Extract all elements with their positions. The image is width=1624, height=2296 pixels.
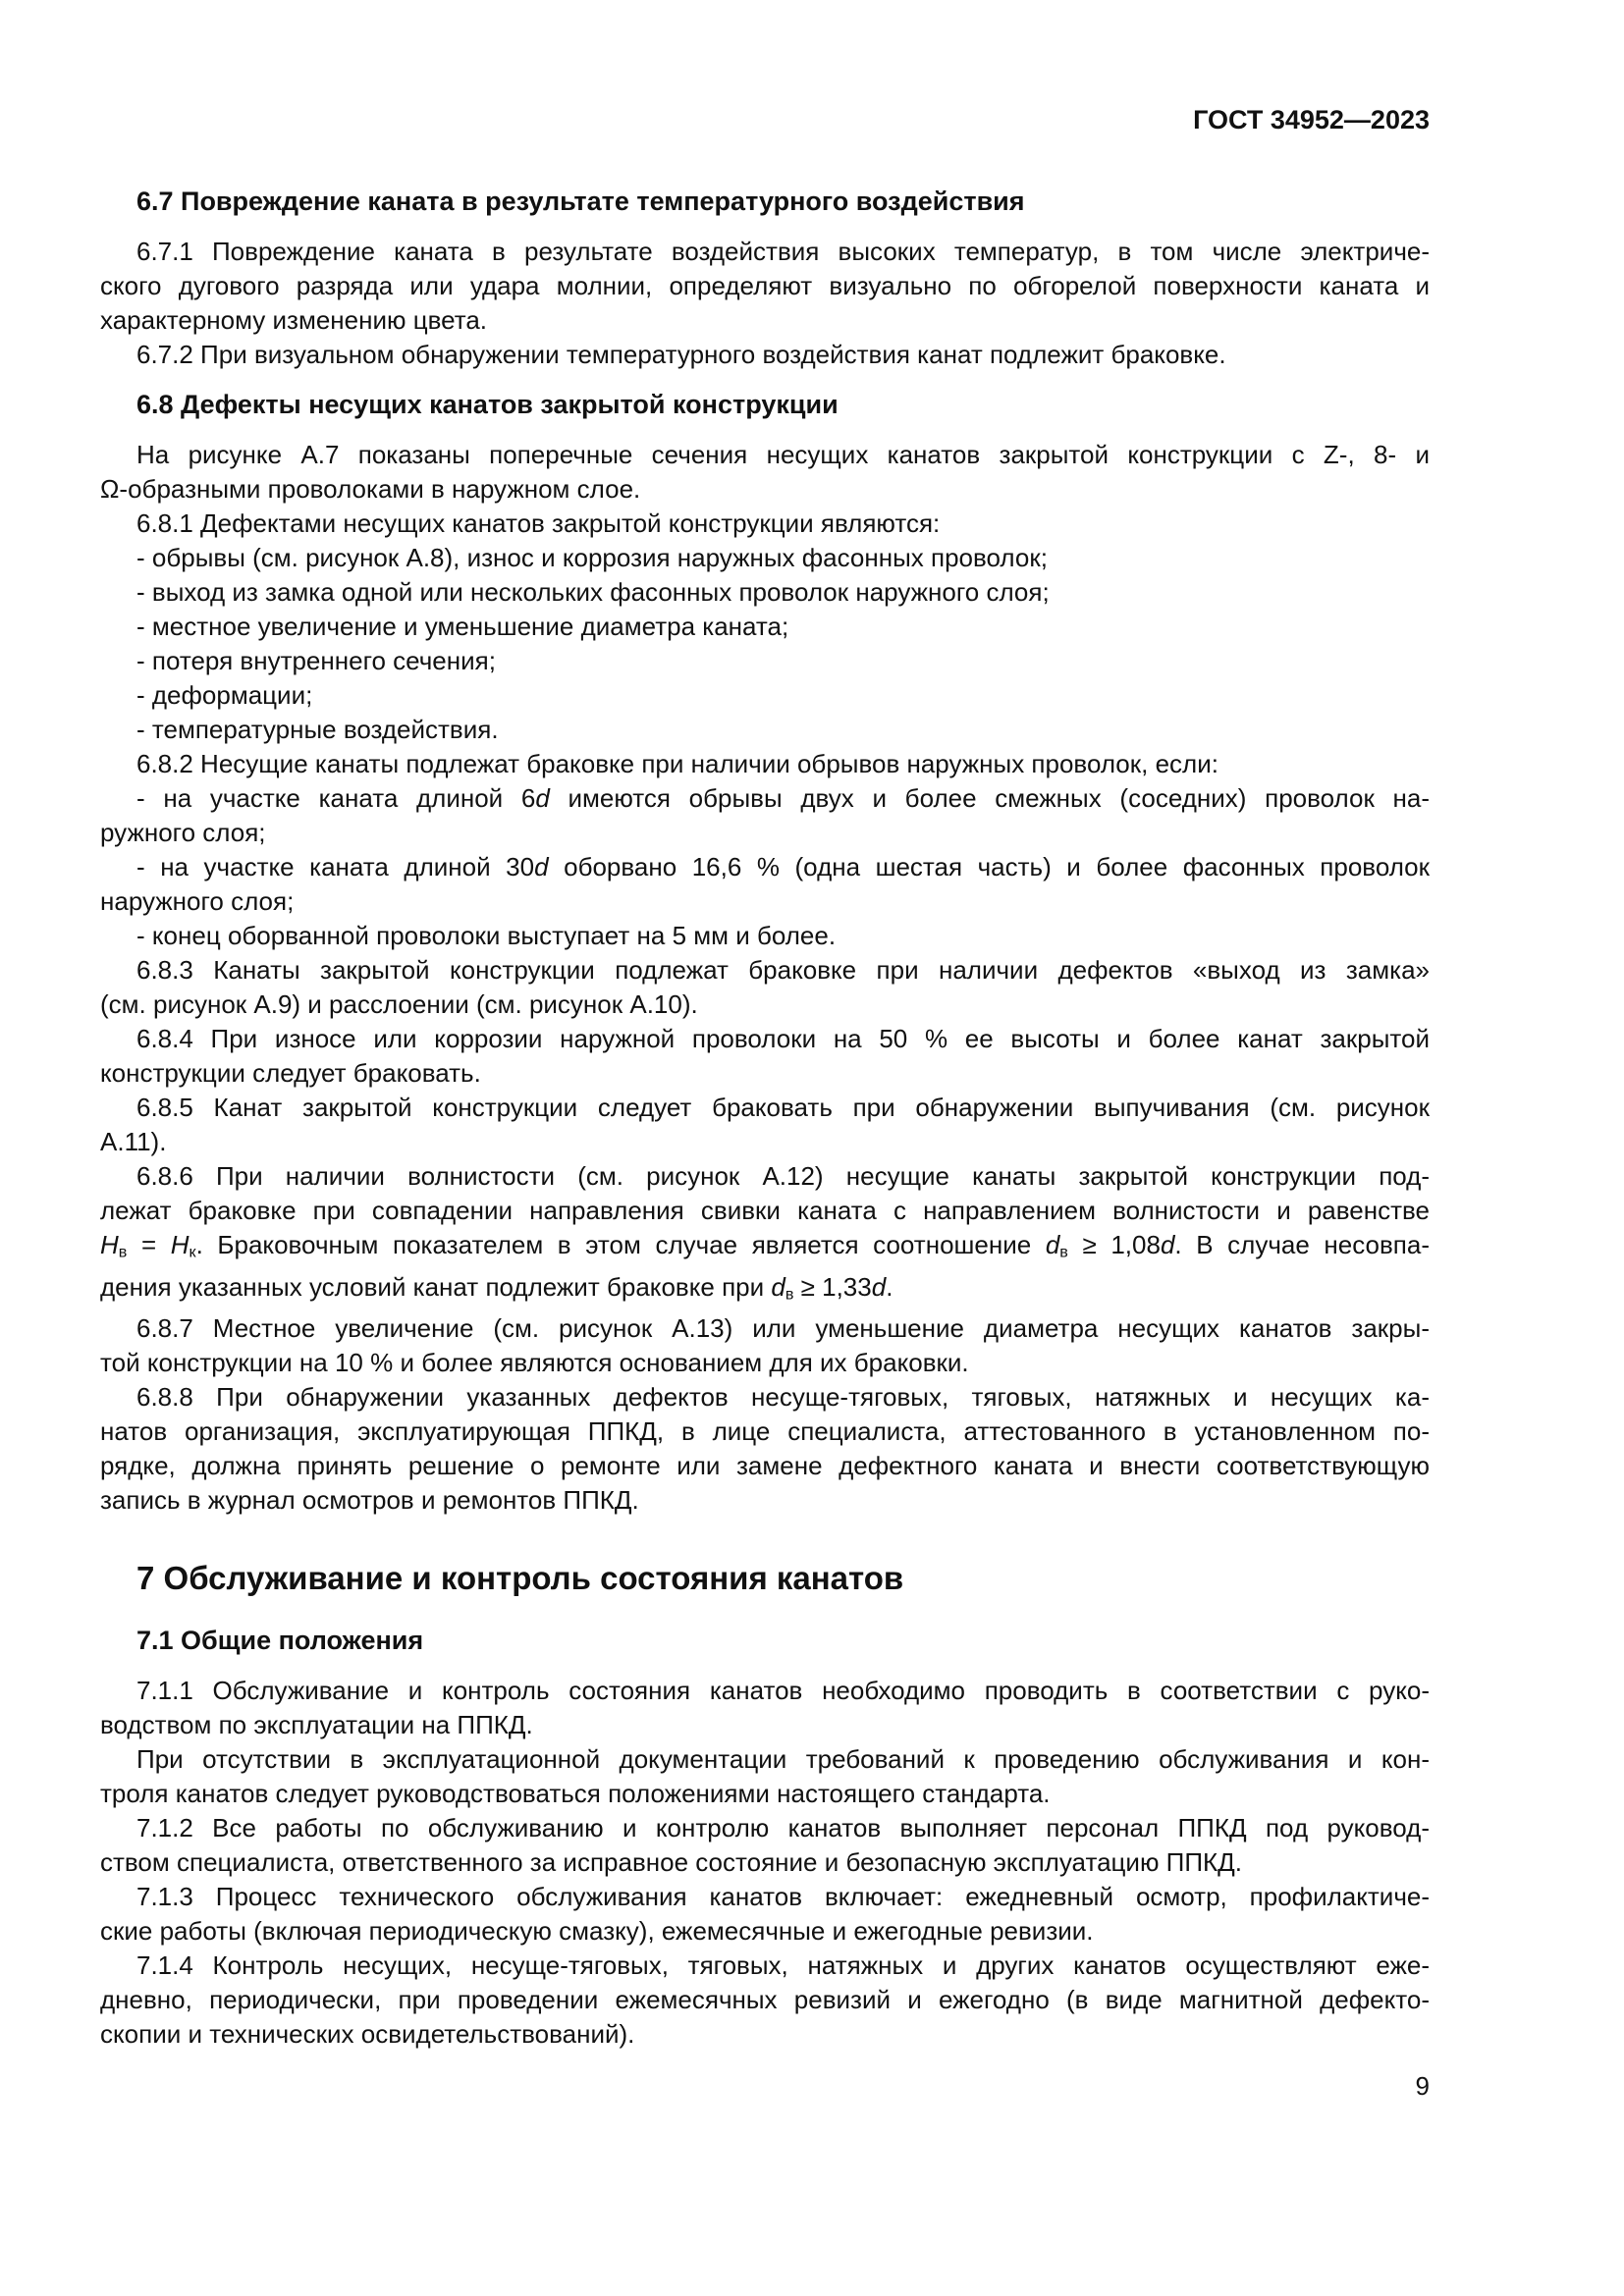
paragraph-line: 7.1.2 Все работы по обслуживанию и контролю канатов выполняет персонал ППКД под руковод- xyxy=(136,1813,1430,1843)
paragraph-line: 6.8.2 Несущие канаты подлежат браковке при наличии обрывов наружных проволок, если: xyxy=(136,749,1218,778)
paragraph-line: скопии и технических освидетельствований). xyxy=(100,2019,635,2050)
paragraph-line: ством специалиста, ответственного за исправное состояние и безопасную эксплуатацию ППКД. xyxy=(100,1847,1243,1878)
paragraph-line: 6.8.6 При наличии волнистости (см. рисунок А.12) несущие канаты закрытой конструкции под- xyxy=(136,1161,1430,1191)
paragraph-line xyxy=(100,1228,1430,1270)
paragraph-line: натов организация, эксплуатирующая ППКД, в лице специалиста, аттестованного в установленном по- xyxy=(100,1416,1430,1447)
paragraph-line xyxy=(100,1270,1430,1312)
math-variable: d xyxy=(771,1271,785,1302)
list-item-line xyxy=(100,781,1430,816)
list-item-line: - потеря внутреннего сечения; xyxy=(136,646,496,675)
paragraph-line: 6.8.8 При обнаружении указанных дефектов несуще-тяговых, тяговых, натяжных и несущих ка- xyxy=(136,1382,1430,1413)
math-subscript: в xyxy=(785,1285,794,1304)
paragraph-line: 6.8.7 Местное увеличение (см. рисунок А.13) или уменьшение диаметра несущих канатов закры- xyxy=(136,1313,1430,1344)
paragraph-line: водством по эксплуатации на ППКД. xyxy=(100,1710,533,1740)
list-item-line: - температурные воздействия. xyxy=(136,715,499,744)
paragraph-line: А.11). xyxy=(100,1127,167,1156)
paragraph-line: На рисунке А.7 показаны поперечные сечения несущих канатов закрытой конструкции с Z-, 8- и xyxy=(136,440,1430,469)
math-variable: Н xyxy=(170,1230,189,1259)
math-variable: d xyxy=(535,783,550,813)
paragraph-line: 6.8.4 При износе или коррозии наружной проволоки на 50 % ее высоты и более канат закрытой xyxy=(136,1024,1430,1053)
heading-7-1: 7.1 Общие положения xyxy=(136,1626,424,1656)
paragraph-line: ского дугового разряда или удара молнии, определяют визуально по обгорелой поверхности каната и xyxy=(100,271,1430,300)
math-variable: d xyxy=(1160,1230,1175,1259)
paragraph-line: 6.8.1 Дефектами несущих канатов закрытой конструкции являются: xyxy=(136,508,941,538)
math-variable: Н xyxy=(100,1230,119,1259)
paragraph-line: 7.1.1 Обслуживание и контроль состояния канатов необходимо проводить в соответствии с руко- xyxy=(136,1676,1430,1706)
list-item-line: ружного слоя; xyxy=(100,818,266,847)
paragraph-line: 7.1.4 Контроль несущих, несуще-тяговых, тяговых, натяжных и других канатов осуществляют еже- xyxy=(136,1950,1430,1981)
paragraph-line: лежат браковке при совпадении направления свивки каната с направлением волнистости и равенстве xyxy=(100,1196,1430,1225)
paragraph-line: дневно, периодически, при проведении ежемесячных ревизий и ежегодно (в виде магнитной дефекто- xyxy=(100,1985,1430,2015)
math-variable: d xyxy=(871,1271,887,1302)
page-content xyxy=(100,103,1430,2052)
text-segment: ≥ 1,08 xyxy=(1067,1230,1161,1259)
math-variable: d xyxy=(1045,1230,1060,1259)
list-item-line: - выход из замка одной или нескольких фасонных проволок наружного слоя; xyxy=(136,577,1050,607)
page-number: 9 xyxy=(1415,2071,1430,2101)
text-segment: имеются обрывы двух и более смежных (соседних) проволок на- xyxy=(549,783,1430,813)
text-segment: . Браковочным показателем в этом случае является соотношение xyxy=(195,1230,1046,1259)
math-subscript: к xyxy=(189,1243,196,1261)
paragraph-line: ские работы (включая периодическую смазку), ежемесячные и ежегодные ревизии. xyxy=(100,1916,1094,1947)
text-segment: - на участке каната длиной 30 xyxy=(136,852,535,881)
paragraph-line: 7.1.3 Процесс технического обслуживания канатов включает: ежедневный осмотр, профилактиче- xyxy=(136,1882,1430,1912)
text-segment: . xyxy=(886,1271,893,1302)
paragraph-line: той конструкции на 10 % и более являются основанием для их браковки. xyxy=(100,1348,969,1378)
text-segment: ≥ 1,33 xyxy=(793,1271,872,1302)
paragraph-line: При отсутствии в эксплуатационной документации требований к проведению обслуживания и кон- xyxy=(136,1744,1430,1775)
paragraph-line: троля канатов следует руководствоваться положениями настоящего стандарта. xyxy=(100,1779,1051,1809)
doc-code-header: ГОСТ 34952—2023 xyxy=(1193,105,1430,134)
math-subscript: в xyxy=(1059,1243,1068,1261)
paragraph-line: (см. рисунок А.9) и расслоении (см. рисунок А.10). xyxy=(100,989,698,1019)
paragraph-line: 6.8.5 Канат закрытой конструкции следует браковать при обнаружении выпучивания (см. рисунок xyxy=(136,1093,1430,1122)
list-item-line: - деформации; xyxy=(136,680,313,710)
paragraph-line: запись в журнал осмотров и ремонтов ППКД. xyxy=(100,1485,639,1516)
paragraph-line: рядке, должна принять решение о ремонте или замене дефектного каната и внести соответствующую xyxy=(100,1451,1430,1481)
text-segment: . В случае несовпа- xyxy=(1174,1230,1431,1259)
paragraph-line: конструкции следует браковать. xyxy=(100,1058,481,1088)
paragraph-line: 6.7.2 При визуальном обнаружении температурного воздействия канат подлежит браковке. xyxy=(136,340,1226,369)
heading-6-7: 6.7 Повреждение каната в результате температурного воздействия xyxy=(136,187,1025,216)
paragraph-line: характерному изменению цвета. xyxy=(100,305,488,335)
list-item-line: - местное увеличение и уменьшение диаметра каната; xyxy=(136,612,789,641)
list-item-line: - обрывы (см. рисунок А.8), износ и коррозия наружных фасонных проволок; xyxy=(136,543,1048,572)
math-subscript: в xyxy=(118,1243,128,1261)
list-item-line xyxy=(100,850,1430,884)
text-segment: - на участке каната длиной 6 xyxy=(136,783,536,813)
text-segment: = xyxy=(127,1230,171,1259)
list-item-line: наружного слоя; xyxy=(100,886,295,916)
text-segment: дения указанных условий канат подлежит браковке при xyxy=(100,1271,772,1302)
math-variable: d xyxy=(534,852,549,881)
section-heading-7: 7 Обслуживание и контроль состояния канатов xyxy=(136,1560,904,1597)
heading-6-8: 6.8 Дефекты несущих канатов закрытой конструкции xyxy=(136,390,839,419)
paragraph-line: 6.7.1 Повреждение каната в результате воздействия высоких температур, в том числе электриче- xyxy=(136,237,1430,266)
list-item-line: - конец оборванной проволоки выступает на 5 мм и более. xyxy=(136,921,837,950)
text-segment: оборвано 16,6 % (одна шестая часть) и более фасонных проволок xyxy=(548,852,1431,881)
paragraph-line: Ω-образными проволоками в наружном слое. xyxy=(100,474,641,504)
paragraph-line: 6.8.3 Канаты закрытой конструкции подлежат браковке при наличии дефектов «выход из замка» xyxy=(136,955,1430,985)
